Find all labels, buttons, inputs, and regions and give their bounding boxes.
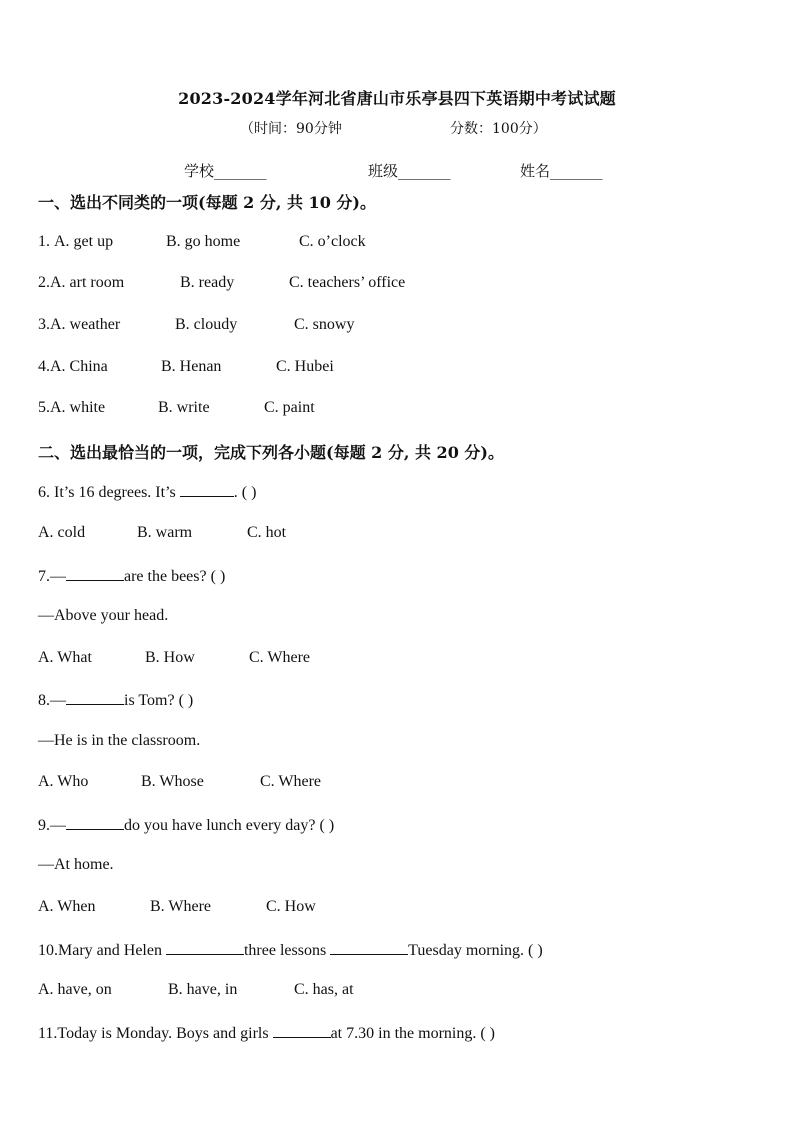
question-7-reply: —Above your head. bbox=[38, 607, 169, 624]
question-stem: 8.— bbox=[38, 692, 66, 709]
question-10-options bbox=[38, 981, 354, 999]
option-a: A. When bbox=[38, 898, 96, 915]
question-stem-end: is Tom? ( ) bbox=[124, 692, 194, 709]
question-stem-end: are the bees? ( ) bbox=[124, 568, 226, 585]
option-a: A. weather bbox=[50, 316, 121, 333]
option-b: B. go home bbox=[166, 233, 241, 250]
question-8-reply: —He is in the classroom. bbox=[38, 732, 201, 749]
option-b: B. Whose bbox=[141, 773, 204, 790]
question-7-options bbox=[38, 649, 310, 667]
question-stem: 6. It’s 16 degrees. It’s bbox=[38, 484, 180, 501]
question-stem: 10.Mary and Helen bbox=[38, 942, 166, 959]
question-10 bbox=[38, 940, 543, 960]
option-b: B. Where bbox=[150, 898, 212, 915]
question-stem: 9.— bbox=[38, 817, 66, 834]
question-2 bbox=[38, 274, 405, 292]
question-number: 1. bbox=[38, 233, 50, 250]
question-1 bbox=[38, 233, 366, 251]
section-heading-1: 一、选出不同类的一项(每题 2 分, 共 10 分)。 bbox=[38, 193, 376, 212]
question-4 bbox=[38, 358, 334, 376]
question-9-options bbox=[38, 898, 316, 916]
question-stem-end: do you have lunch every day? ( ) bbox=[124, 817, 335, 834]
option-c: C. How bbox=[266, 898, 316, 915]
question-stem-end: at 7.30 in the morning. ( ) bbox=[330, 1025, 495, 1042]
option-a: A. get up bbox=[54, 233, 114, 250]
question-6 bbox=[38, 482, 256, 502]
question-8-options bbox=[38, 773, 321, 791]
option-c: C. hot bbox=[247, 524, 287, 541]
question-5 bbox=[38, 399, 315, 417]
question-9-reply: —At home. bbox=[38, 856, 114, 873]
option-c: C. Hubei bbox=[276, 358, 334, 375]
total-score: 分数：100分） bbox=[450, 121, 547, 137]
school-field: 学校_______ bbox=[184, 162, 267, 180]
class-field: 班级_______ bbox=[368, 162, 451, 180]
page-title: 2023-2024学年河北省唐山市乐亭县四下英语期中考试试题 bbox=[178, 89, 616, 108]
option-b: B. cloudy bbox=[175, 316, 238, 333]
option-a: A. have, on bbox=[38, 981, 112, 998]
question-stem-end: . ( ) bbox=[233, 484, 257, 501]
exam-meta bbox=[240, 118, 547, 138]
question-number: 4. bbox=[38, 358, 50, 375]
answer-blank bbox=[180, 482, 234, 497]
option-a: A. What bbox=[38, 649, 92, 666]
option-c: C. o’clock bbox=[299, 233, 366, 250]
question-number: 2. bbox=[38, 274, 50, 291]
question-6-options bbox=[38, 524, 286, 542]
time-limit: （时间：90分钟 bbox=[240, 121, 342, 137]
question-11 bbox=[38, 1023, 495, 1043]
option-a: A. cold bbox=[38, 524, 86, 541]
option-a: A. Who bbox=[38, 773, 89, 790]
option-b: B. have, in bbox=[168, 981, 238, 998]
question-8 bbox=[38, 690, 193, 710]
option-b: B. Henan bbox=[161, 358, 222, 375]
answer-blank bbox=[66, 815, 124, 830]
option-b: B. ready bbox=[180, 274, 235, 291]
section-heading-2: 二、选出最恰当的一项，完成下列各小题(每题 2 分, 共 20 分)。 bbox=[38, 443, 504, 462]
option-a: A. China bbox=[50, 358, 108, 375]
option-a: A. art room bbox=[50, 274, 125, 291]
question-stem-mid: three lessons bbox=[243, 942, 331, 959]
option-c: C. Where bbox=[249, 649, 311, 666]
answer-blank-2 bbox=[330, 940, 408, 955]
option-b: B. write bbox=[158, 399, 210, 416]
option-c: C. Where bbox=[260, 773, 322, 790]
option-b: B. warm bbox=[137, 524, 193, 541]
option-b: B. How bbox=[145, 649, 195, 666]
option-c: C. snowy bbox=[294, 316, 355, 333]
option-c: C. paint bbox=[264, 399, 315, 416]
question-stem: 7.— bbox=[38, 568, 66, 585]
option-c: C. teachers’ office bbox=[289, 274, 406, 291]
question-stem-end: Tuesday morning. ( ) bbox=[408, 942, 543, 959]
answer-blank bbox=[66, 690, 124, 705]
question-7 bbox=[38, 566, 225, 586]
question-9 bbox=[38, 815, 334, 835]
question-number: 5. bbox=[38, 399, 50, 416]
answer-blank bbox=[66, 566, 124, 581]
question-number: 3. bbox=[38, 316, 50, 333]
option-a: A. white bbox=[50, 399, 106, 416]
answer-blank bbox=[273, 1023, 331, 1038]
option-c: C. has, at bbox=[294, 981, 354, 998]
question-stem: 11.Today is Monday. Boys and girls bbox=[38, 1025, 273, 1042]
question-3 bbox=[38, 316, 354, 334]
name-field: 姓名_______ bbox=[520, 162, 603, 180]
answer-blank-1 bbox=[166, 940, 244, 955]
